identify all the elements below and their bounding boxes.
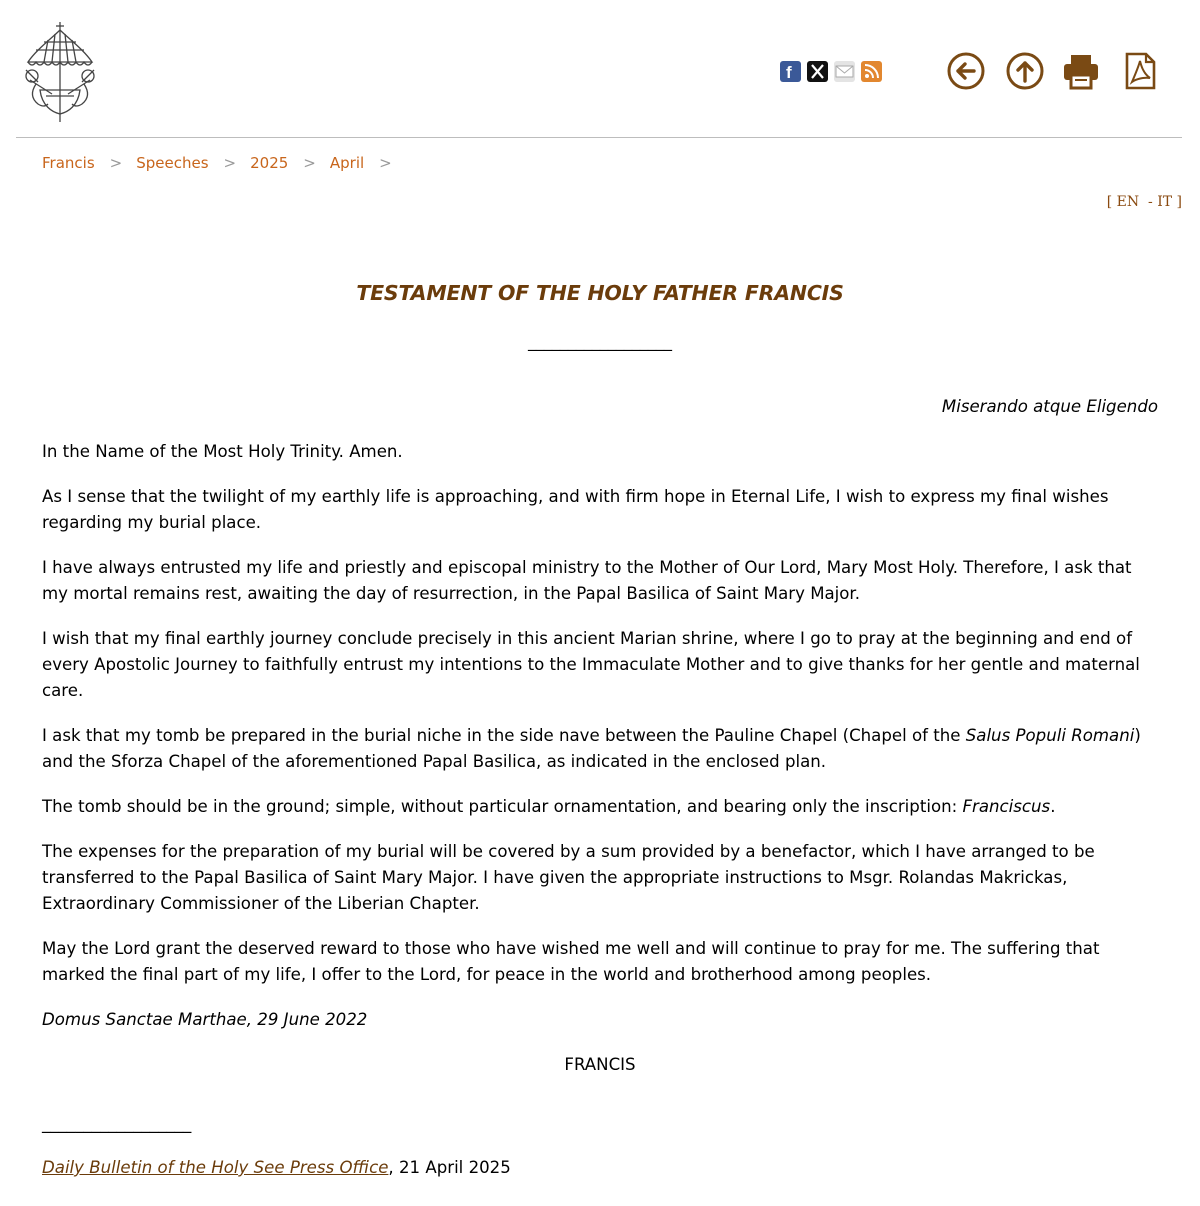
x-icon[interactable]: [807, 61, 828, 82]
press-office-bulletin-link[interactable]: Daily Bulletin of the Holy See Press Office: [42, 1158, 389, 1177]
page-title: TESTAMENT OF THE HOLY FATHER FRANCIS: [356, 281, 844, 305]
page-header: [0, 0, 1200, 138]
source-date: , 21 April 2025: [388, 1158, 511, 1177]
svg-text:f: f: [786, 63, 792, 82]
language-dash: -: [1148, 194, 1153, 210]
paragraph-text: .: [1050, 797, 1056, 816]
breadcrumb-item-april[interactable]: April: [329, 154, 365, 172]
language-en-link[interactable]: EN: [1116, 194, 1140, 210]
paragraph: The expenses for the preparation of my burial will be covered by a sum provided by a benefactor, which I have arranged to be transferred to the Papal Basilica of Saint Mary Major. I have given the appropriate instructions to Msgr. Rolandas Makrickas, Extraordinary Commissioner of the Liberian Chapter.: [42, 842, 1095, 913]
breadcrumb-separator: >: [379, 154, 392, 172]
paragraph-text: ) and the Sforza Chapel of the aforementioned Papal Basilica, as indicated in the enclosed plan.: [42, 726, 1141, 771]
footer-divider: __________________: [42, 1114, 192, 1133]
language-switch: [1107, 194, 1182, 210]
breadcrumb-separator: >: [109, 154, 123, 172]
breadcrumb-separator: >: [223, 154, 237, 172]
paragraph: As I sense that the twilight of my earthly life is approaching, and with firm hope in Eternal Life, I wish to express my final wishes regarding my burial place.: [42, 487, 1109, 532]
email-icon[interactable]: [834, 61, 855, 82]
paragraph-text: The tomb should be in the ground; simple, without particular ornamentation, and bearing only the inscription:: [42, 797, 963, 816]
back-arrow-icon[interactable]: [946, 51, 986, 91]
paragraph: I have always entrusted my life and priestly and episcopal ministry to the Mother of Our Lord, Mary Most Holy. Therefore, I ask that my mortal remains rest, awaiting the day of resurrection, in the Papal Basilica of Saint Mary Major.: [42, 558, 1132, 603]
paragraph-emphasis: Franciscus: [962, 797, 1051, 816]
language-bracket-open: [: [1106, 194, 1113, 210]
paragraph: In the Name of the Most Holy Trinity. Amen.: [42, 442, 403, 461]
up-arrow-icon[interactable]: [1005, 51, 1045, 91]
paragraph: May the Lord grant the deserved reward to those who have wished me well and will continue to pray for me. The suffering that marked the final part of my life, I offer to the Lord, for peace in the world and brotherhood among peoples.: [42, 939, 1100, 984]
signature: FRANCIS: [564, 1055, 636, 1074]
facebook-icon[interactable]: [780, 61, 801, 82]
breadcrumb-item-2025[interactable]: 2025: [250, 154, 289, 172]
motto: Miserando atque Eligendo: [941, 397, 1158, 416]
header-divider: [16, 137, 1182, 138]
paragraph: [42, 723, 1158, 775]
language-bracket-close: ]: [1176, 194, 1182, 210]
paragraph-text: I ask that my tomb be prepared in the burial niche in the side nave between the Pauline Chapel (Chapel of the: [42, 726, 966, 745]
papal-emblem-logo[interactable]: [22, 20, 98, 124]
breadcrumb-separator: >: [303, 154, 316, 172]
print-icon[interactable]: [1061, 51, 1101, 91]
paragraph: I wish that my final earthly journey conclude precisely in this ancient Marian shrine, where I go to pray at the beginning and end of every Apostolic Journey to faithfully entrust my intentions to the Immaculate Mother and to give thanks for her gentle and maternal care.: [42, 629, 1140, 700]
breadcrumb: [42, 154, 406, 176]
source-line: [42, 1155, 1158, 1181]
paragraph: [42, 794, 1158, 820]
pdf-icon[interactable]: [1120, 51, 1160, 91]
paragraph-emphasis: Salus Populi Romani: [965, 726, 1135, 745]
date-place: Domus Sanctae Marthae, 29 June 2022: [42, 1010, 368, 1029]
document-body: [42, 394, 1158, 1200]
language-it-link[interactable]: IT: [1157, 194, 1173, 210]
rss-icon[interactable]: [861, 61, 882, 82]
breadcrumb-item-speeches[interactable]: Speeches: [136, 154, 209, 172]
title-divider: __________________: [528, 332, 672, 351]
breadcrumb-item-francis[interactable]: Francis: [42, 154, 95, 172]
